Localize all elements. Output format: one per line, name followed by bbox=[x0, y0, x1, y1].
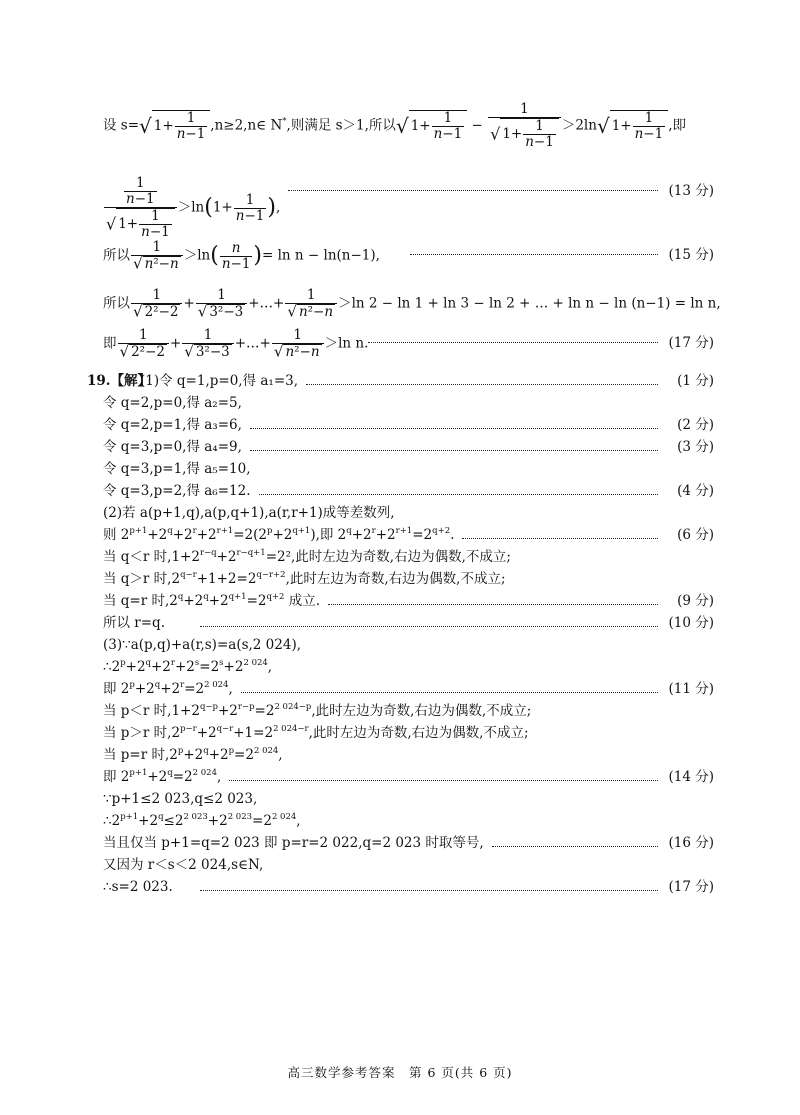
solution-text: $\therefore 2^p+2^q+2^r+2^s=2^s+2^{2 024}$, bbox=[103, 658, 273, 675]
score-label: (1 分) bbox=[677, 373, 714, 389]
leader-dots bbox=[241, 692, 658, 693]
text: +…+ bbox=[234, 335, 271, 352]
text: + bbox=[169, 335, 182, 352]
sqrt-expr: √ 1+ $\frac{1}{n-1}$ bbox=[597, 110, 668, 142]
question-number: 19.【解】 bbox=[87, 373, 151, 389]
score-label: (3 分) bbox=[677, 439, 714, 455]
score-label: (6 分) bbox=[677, 527, 714, 543]
score-label: (9 分) bbox=[677, 593, 714, 609]
text: + bbox=[183, 295, 195, 312]
score-label: (17 分) bbox=[668, 879, 714, 895]
leader-dots bbox=[328, 604, 658, 605]
solution-text: 当 p＞r 时$,2^{p-r}+2^{q-r}+1=2^{2 024-r}$,此时左边为奇数,右边为偶数,不成立; bbox=[103, 724, 529, 741]
page-footer: 高三数学参考答案 第 6 页(共 6 页) bbox=[287, 1065, 513, 1080]
leader-dots bbox=[306, 384, 658, 385]
text: ＞ln bbox=[183, 247, 211, 264]
text: ,即 bbox=[668, 117, 686, 134]
solution-text: 即 $2^p+2^q+2^r=2^{2 024}$, bbox=[103, 680, 233, 697]
solution-text: 当 q＞r 时$,2^{q-r}+1+2=2^{q-r+2}$,此时左边为奇数,右边为偶数,不成立; bbox=[103, 570, 506, 587]
text: , bbox=[275, 199, 281, 216]
solution-text: 令 q=3,p=1,得 a₅=10, bbox=[103, 461, 251, 477]
leader-dots bbox=[200, 890, 658, 891]
score-label: (2 分) bbox=[677, 417, 714, 433]
score-label: (17 分) bbox=[668, 335, 714, 351]
score-label: (11 分) bbox=[668, 681, 714, 697]
leader-dots bbox=[250, 428, 658, 429]
solution-text: 当 q=r 时$,2^q+2^q+2^{q+1}=2^{q+2}$ 成立. bbox=[103, 592, 321, 609]
score-label: (15 分) bbox=[668, 247, 714, 263]
text: ＞ln bbox=[177, 199, 205, 216]
text: ＞ln n. bbox=[324, 335, 369, 352]
text: 所以 bbox=[103, 247, 130, 264]
solution-text: ∵p+1≤2 023,q≤2 023, bbox=[103, 791, 258, 807]
leader-dots bbox=[229, 780, 658, 781]
leader-dots bbox=[288, 190, 658, 191]
solution-text: ∴s=2 023. bbox=[103, 879, 173, 895]
fraction: $\frac{1}{\text{√ 2²−2}}$ bbox=[131, 288, 182, 320]
text: ＞2ln bbox=[561, 117, 597, 134]
solution-text: 又因为 r＜s＜2 024,s∈N, bbox=[103, 857, 264, 873]
solution-text: (3)∵a(p,q)+a(r,s)=a(s,2 024), bbox=[103, 637, 302, 653]
fraction: $\frac{1}{\text{√ n²−n}}$ bbox=[131, 240, 183, 272]
leader-dots bbox=[368, 342, 658, 343]
leader-dots bbox=[250, 450, 658, 451]
fraction: $\frac{1}{n-1}$ √ 1+ $\frac{1}{n-1}$ bbox=[104, 176, 177, 240]
solution-text: $\therefore 2^{p+1}+2^q\le 2^{2 023}+2^{2 023}=2^{2 024}$, bbox=[103, 812, 301, 829]
solution-text: 令 q=2,p=1,得 a₃=6, bbox=[103, 417, 242, 433]
fraction: $\frac{1}{\text{√ n²−n}}$ bbox=[272, 328, 324, 360]
solution-text: (1)令 q=1,p=0,得 a₁=3, bbox=[140, 373, 299, 389]
score-label: (16 分) bbox=[668, 835, 714, 851]
fraction: $\frac{1}{\text{√ n²−n}}$ bbox=[285, 288, 337, 320]
solution-text: 则 $2^{p+1}+2^q+2^r+2^{r+1}=2(2^p+2^{q+1})$,即 $2^q+2^r+2^{r+1}=2^{q+2}$. bbox=[103, 526, 455, 543]
leader-dots bbox=[462, 538, 658, 539]
text: +…+ bbox=[248, 295, 285, 312]
score-label: (10 分) bbox=[668, 615, 714, 631]
leader-dots bbox=[259, 494, 659, 495]
leader-dots bbox=[492, 846, 658, 847]
solution-text: (2)若 a(p+1,q),a(p,q+1),a(r,r+1)成等差数列, bbox=[103, 505, 395, 521]
leader-dots bbox=[200, 626, 658, 627]
solution-text: 当且仅当 p+1=q=2 023 即 p=r=2 022,q=2 023 时取等号, bbox=[103, 835, 484, 851]
text: ,n≥2,n∈ N bbox=[210, 117, 283, 134]
text: ＞ln 2 − ln 1 + ln 3 − ln 2 + … + ln n − ln (n−1) = ln n, bbox=[338, 295, 721, 312]
fraction: $\frac{1}{\text{√ 2²−2}}$ bbox=[118, 328, 169, 360]
solution-text: 当 p＜r 时$,1+2^{q-p}+2^{r-p}=2^{2 024-p}$,此时左边为奇数,右边为偶数,不成立; bbox=[103, 702, 532, 719]
solution-text: 即 $2^{p+1}+2^q=2^{2 024}$, bbox=[103, 768, 222, 785]
sqrt-expr: √ 1+ $\frac{1}{n-1}$ bbox=[396, 110, 467, 142]
fraction: $\frac{1}{\text{√ 3²−3}}$ bbox=[196, 288, 247, 320]
solution-text: 当 q＜r 时$,1+2^{r-q}+2^{r-q+1}=2^2$,此时左边为奇数,右边为偶数,不成立; bbox=[103, 548, 511, 565]
solution-text: 令 q=3,p=0,得 a₄=9, bbox=[103, 439, 242, 455]
score-label: (14 分) bbox=[668, 769, 714, 785]
fraction: $\frac{1}{\text{√ 3²−3}}$ bbox=[182, 328, 233, 360]
answer-page: 设 s=√ 1+ $\frac{1}{n-1}$ ,n≥2,n∈ N*,则满足 s＞1,所以√ 1+ $\frac{1}{n-1}$ − 1 √ 1+ $\frac{1}{n-1}$ ＞2ln√ 1+ $\frac{1}{n-1}$ ,即 $\frac{1}{n-1}$ √ 1+ $\frac{1}{n-1}$ ＞ln(1+ $\frac{1}{n-1}$ ), (13 分) 所以 $\frac{1}{\text{√ n²−n}}$ ＞ln( $\frac{n}{n-1}$ )= ln n − ln(n−1), (15 分) 所以 $\frac{1}{\text{√ 2²−2}}$ + $\frac{1}{\text{√ 3²−3}}$ +…+ $\frac{1}{\text{√ n²−n}}$ ＞ln 2 − ln 1 + ln 3 − ln 2 + … + ln n − ln (n−1) = ln n, 即 $\frac{1}{\text{√ 2²−2}}$ + $\frac{1}{\text{√ 3²−3}}$ +…+ $\frac{1}{\text{√ n²−n}}$ ＞ln n. (17 分) 19.【解】 (1)令 q=1,p=0,得 a₁=3, (1 分) 令 q=2,p=0,得 a₂=5, 令 q=2,p=1,得 a₃=6, (2 分) 令 q=3,p=0,得 a₄=9, (3 分) 令 q=3,p=1,得 a₅=10, 令 q=3,p=2,得 a₆=12. (4 分) (2)若 a(p+1,q),a(p,q+1),a(r,r+1)成等差数列, 则 $2^{p+1}+2^q+2^r+2^{r+1}=2(2^p+2^{q+1})$,即 $2^q+2^r+2^{r+1}=2^{q+2}$. (6 分) 当 q＜r 时$,1+2^{r-q}+2^{r-q+1}=2^2$,此时左边为奇数,右边为偶数,不成立; 当 q＞r 时$,2^{q-r}+1+2=2^{q-r+2}$,此时左边为奇数,右边为偶数,不成立; 当 q=r 时$,2^q+2^q+2^{q+1}=2^{q+2}$ 成立. (9 分) 所以 r=q. (10 分) (3)∵a(p,q)+a(r,s)=a(s,2 024), $\therefore 2^p+2^q+2^r+2^s=2^s+2^{2 024}$, 即 $2^p+2^q+2^r=2^{2 024}$, (11 分) 当 p＜r 时$,1+2^{q-p}+2^{r-p}=2^{2 024-p}$,此时左边为奇数,右边为偶数,不成立; 当 p＞r 时$,2^{p-r}+2^{q-r}+1=2^{2 024-r}$,此时左边为奇数,右边为偶数,不成立; 当 p=r 时$,2^p+2^q+2^p=2^{2 024}$, 即 $2^{p+1}+2^q=2^{2 024}$, (14 分) ∵p+1≤2 023,q≤2 023, $\therefore 2^{p+1}+2^q\le 2^{2 023}+2^{2 023}=2^{2 024}$, 当且仅当 p+1=q=2 023 即 p=r=2 022,q=2 023 时取等号, (16 分) 又因为 r＜s＜2 024,s∈N, ∴s=2 023. (17 分) 高三数学参考答案 第 6 页(共 6 页) bbox=[0, 0, 800, 1115]
solution-text: 所以 r=q. bbox=[103, 615, 165, 631]
leader-dots bbox=[410, 254, 658, 255]
text: 即 bbox=[103, 335, 117, 352]
text: = ln n − ln(n−1), bbox=[262, 247, 380, 264]
score-label: (13 分) bbox=[668, 183, 714, 199]
text: 设 s= bbox=[103, 117, 140, 134]
text: 所以 bbox=[103, 295, 130, 312]
solution-text: 当 p=r 时$,2^p+2^q+2^p=2^{2 024}$, bbox=[103, 746, 283, 763]
score-label: (4 分) bbox=[677, 483, 714, 499]
fraction: 1 √ 1+ $\frac{1}{n-1}$ bbox=[488, 102, 561, 150]
text: ,则满足 s＞1,所以 bbox=[286, 117, 396, 134]
sqrt-expr: √ 1+ $\frac{1}{n-1}$ bbox=[139, 110, 210, 142]
solution-text: 令 q=3,p=2,得 a₆=12. bbox=[103, 483, 251, 499]
solution-text: 令 q=2,p=0,得 a₂=5, bbox=[103, 395, 242, 411]
